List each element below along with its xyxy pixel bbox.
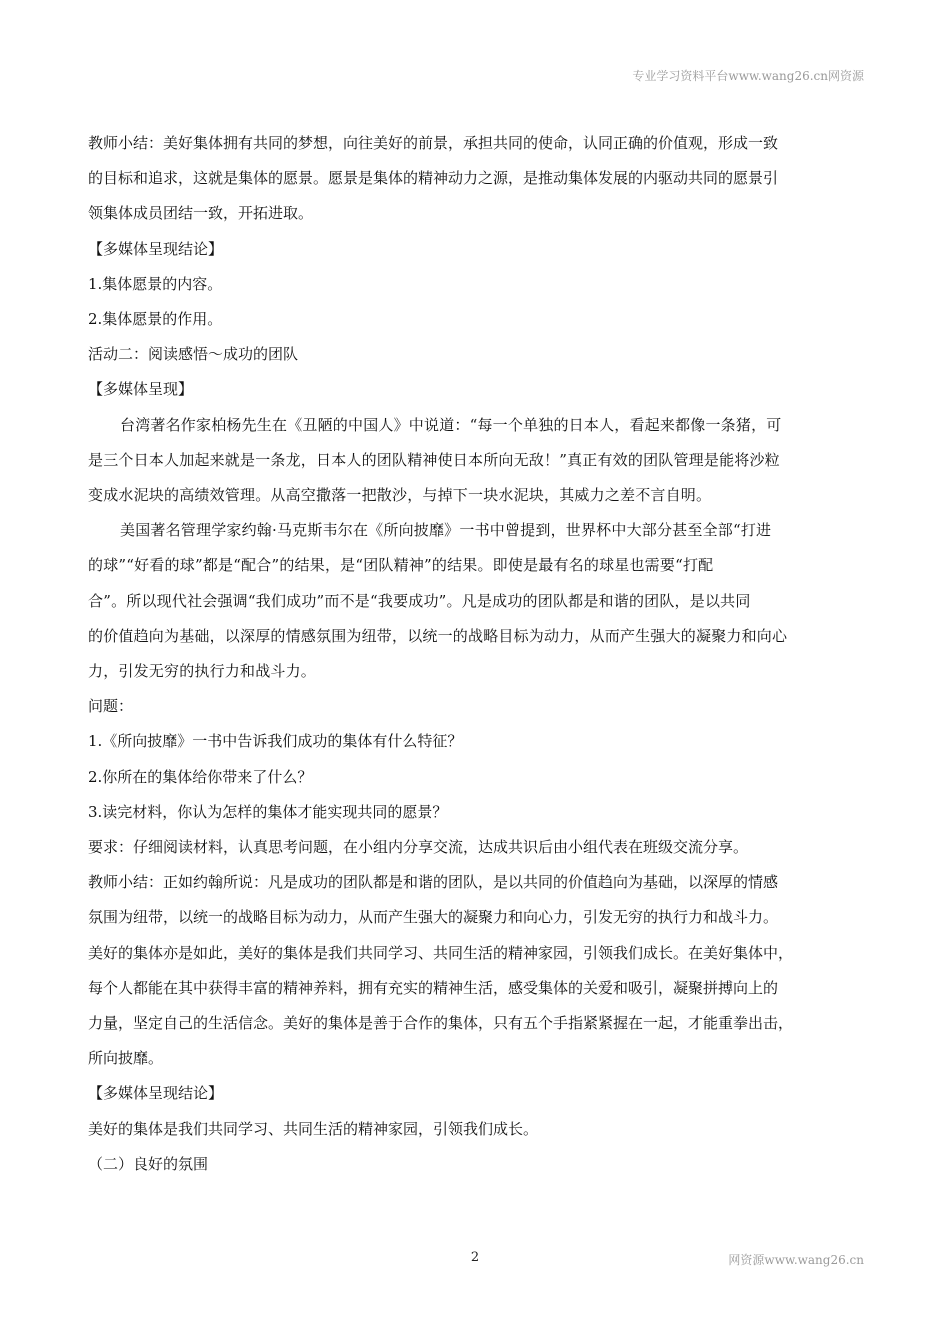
section-heading: 【多媒体呈现结论】 [88, 1084, 224, 1103]
quote-line: 合”。所以现代社会强调“我们成功”而不是“我要成功”。凡是成功的团队都是和谐的团队，是以共同 [88, 591, 751, 610]
quote-line: 台湾著名作家柏杨先生在《丑陋的中国人》中说道：“每一个单独的日本人，看起来都像一条猪，可 [120, 415, 782, 434]
quote-line: 美国著名管理学家约翰·马克斯韦尔在《所向披靡》一书中曾提到，世界杯中大部分甚至全部“打进 [120, 521, 772, 540]
question-item: 3.读完材料，你认为怎样的集体才能实现共同的愿景？ [88, 802, 448, 821]
list-item: 1.集体愿景的内容。 [88, 274, 223, 293]
activity-heading: 活动二：阅读感悟～成功的团队 [88, 345, 299, 364]
summary-line: 所向披靡。 [88, 1049, 164, 1068]
list-item: 2.集体愿景的作用。 [88, 310, 223, 329]
summary-line: 领集体成员团结一致，开拓进取。 [88, 204, 314, 223]
document-body [88, 126, 878, 1182]
summary-line: 教师小结：正如约翰所说：凡是成功的团队都是和谐的团队，是以共同的价值趋向为基础，以深厚的情感 [88, 873, 779, 892]
quote-line: 的价值趋向为基础，以深厚的情感氛围为纽带，以统一的战略目标为动力，从而产生强大的凝聚力和向心 [88, 626, 788, 645]
quote-line: 是三个日本人加起来就是一条龙，日本人的团队精神使日本所向无敌！”真正有效的团队管理是能将沙粒 [88, 450, 780, 469]
requirement-line: 要求：仔细阅读材料，认真思考问题，在小组内分享交流，达成共识后由小组代表在班级交流分享。 [88, 838, 749, 857]
quote-line: 力，引发无穷的执行力和战斗力。 [88, 662, 317, 681]
question-item: 1.《所向披靡》一书中告诉我们成功的集体有什么特征？ [88, 732, 463, 751]
summary-line: 力量，坚定自己的生活信念。美好的集体是善于合作的集体，只有五个手指紧紧握在一起，才能重拳出击， [88, 1014, 794, 1033]
quote-line: 变成水泥块的高绩效管理。从高空撒落一把散沙，与掉下一块水泥块，其威力之差不言自明。 [88, 486, 712, 505]
summary-line: 每个人都能在其中获得丰富的精神养料，拥有充实的精神生活，感受集体的关爱和吸引，凝聚拼搏向上的 [88, 978, 779, 997]
question-item: 2.你所在的集体给你带来了什么？ [88, 767, 313, 786]
page-footer-watermark: 网资源www.wang26.cn [728, 1253, 864, 1267]
page-header-watermark: 专业学习资料平台www.wang26.cn网资源 [632, 69, 864, 83]
page-number: 2 [470, 1250, 480, 1265]
summary-line: 美好的集体亦是如此，美好的集体是我们共同学习、共同生活的精神家园，引领我们成长。在美好集体中， [88, 943, 794, 962]
summary-line: 的目标和追求，这就是集体的愿景。愿景是集体的精神动力之源，是推动集体发展的内驱动共同的愿景引 [88, 169, 779, 188]
subsection-heading: （二）良好的氛围 [88, 1154, 209, 1173]
summary-line: 教师小结：美好集体拥有共同的梦想，向往美好的前景，承担共同的使命，认同正确的价值观，形成一致 [88, 134, 779, 152]
conclusion-line: 美好的集体是我们共同学习、共同生活的精神家园，引领我们成长。 [88, 1119, 539, 1138]
summary-line: 氛围为纽带，以统一的战略目标为动力，从而产生强大的凝聚力和向心力，引发无穷的执行力和战斗力。 [88, 908, 779, 927]
section-heading: 【多媒体呈现】 [88, 380, 194, 399]
questions-heading: 问题： [88, 697, 134, 716]
section-heading: 【多媒体呈现结论】 [88, 239, 224, 258]
quote-line: 的球”“好看的球”都是“配合”的结果，是“团队精神”的结果。即使是最有名的球星也需要“打配 [88, 556, 714, 575]
